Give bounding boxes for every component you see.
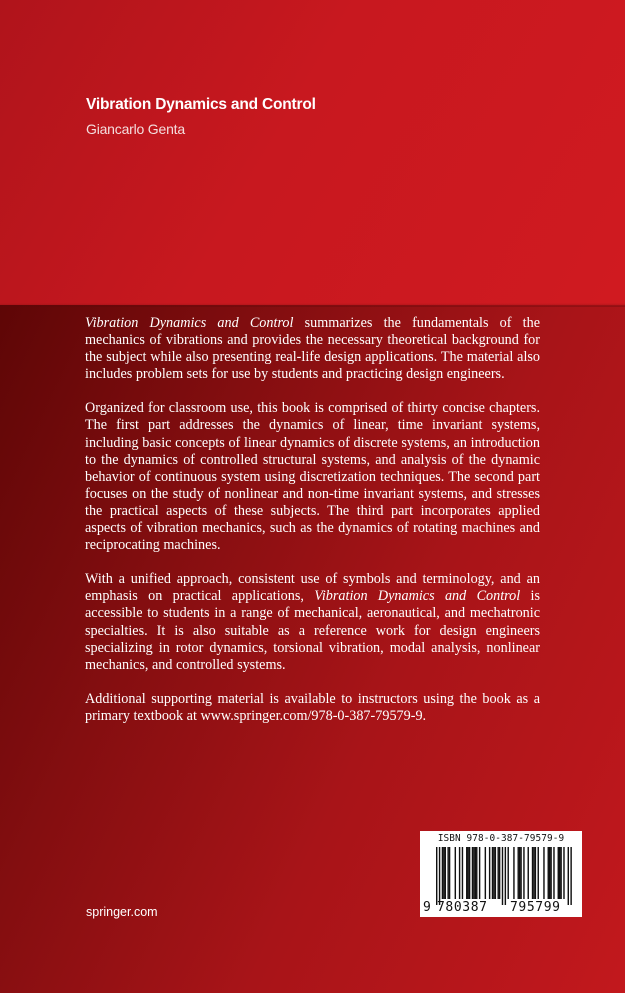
barcode-bar (550, 847, 551, 899)
barcode-bar (535, 847, 536, 899)
top-color-band (0, 0, 625, 305)
barcode-bar (455, 847, 456, 899)
barcode-bar (476, 847, 477, 899)
barcode-guard-bar (436, 847, 437, 905)
barcode-bar (513, 847, 514, 899)
band-divider (0, 303, 625, 307)
barcode-bar (520, 847, 521, 899)
description-paragraph-2: Organized for classroom use, this book is comprised of thirty concise chapters. The first part addresses the dynamics of linear, time invariant systems, including basic concepts of linear dynamics of discrete systems, an introduction to the dynamics of controlled structural systems, and analysis of the dynamic behavior of continuous system using discretization techniques. The second part focuses on the study of nonlinear and non-time invariant systems, and stresses the practical aspects of these subjects. The third part incorporates applied aspects of vibration mechanics, such as the dynamics of rotating machines and reciprocating machines. (85, 400, 540, 554)
barcode-bar (445, 847, 446, 899)
paragraph-text: summarizes the fundamentals of the mechanics of vibrations and provides the necessary theoretical background for the subject while also presenting real-life design applications. The material also includes problem sets for use by students and practicing design engineers. (85, 315, 540, 383)
paragraph-text: With a unified approach, consistent use of symbols and terminology, and an emphasis on practical applications, (85, 571, 540, 605)
barcode-bar (466, 847, 467, 899)
barcode-bar (467, 847, 468, 899)
barcode-bar (532, 847, 533, 899)
barcode-bar (518, 847, 519, 899)
barcode-bar (543, 847, 544, 899)
description-paragraph-1 (85, 315, 540, 383)
barcode-bar (442, 847, 443, 899)
barcode-lead-digit: 9 (423, 900, 431, 915)
barcode-bar (449, 847, 450, 899)
barcode-bar (472, 847, 473, 899)
barcode-bar (533, 847, 534, 899)
barcode-bar (548, 847, 549, 899)
barcode-bar (563, 847, 564, 899)
barcode-bar (443, 847, 444, 899)
barcode-bar (523, 847, 524, 899)
book-description (85, 315, 540, 742)
italic-book-title: Vibration Dynamics and Control (85, 315, 294, 331)
barcode-bar (558, 847, 559, 899)
barcode-bar (559, 847, 560, 899)
barcode-right-digits: 795799 (510, 900, 561, 915)
barcode-bar (473, 847, 474, 899)
barcode-bar (497, 847, 498, 899)
barcode-bar (475, 847, 476, 899)
barcode-bar (469, 847, 470, 899)
barcode-bar (528, 847, 529, 899)
barcode-bar (493, 847, 494, 899)
barcode-bar (499, 847, 500, 899)
description-paragraph-3 (85, 571, 540, 674)
barcode-bar (508, 847, 509, 899)
barcode-left-digits: 780387 (437, 900, 488, 915)
barcode-guard-bar (502, 847, 503, 905)
barcode-bar (447, 847, 448, 899)
book-title: Vibration Dynamics and Control (86, 96, 316, 113)
barcode-bar (459, 847, 460, 899)
author-name: Giancarlo Genta (86, 121, 185, 137)
barcode-guard-bar (570, 847, 571, 905)
publisher-url: springer.com (86, 905, 158, 919)
paragraph-text: is accessible to students in a range of mechanical, aeronautical, and mechatronic specialties. It is also suitable as a reference work for design engineers specializing in rotor dynamics, torsional vibration, modal analysis, nonlinear mechanics, and controlled systems. (85, 588, 540, 673)
barcode-bar (538, 847, 539, 899)
barcode-bar (462, 847, 463, 899)
description-paragraph-4: Additional supporting material is available to instructors using the book as a primary textbook at www.springer.com/978-0-387-79579-9. (85, 690, 540, 724)
isbn-label: ISBN 978-0-387-79579-9 (437, 833, 565, 844)
barcode-bar (553, 847, 554, 899)
barcode-guard-bar (568, 847, 569, 905)
italic-book-title: Vibration Dynamics and Control (314, 588, 521, 605)
barcode-bar (560, 847, 561, 899)
barcode-bar (492, 847, 493, 899)
barcode-bar (489, 847, 490, 899)
isbn-barcode (420, 831, 582, 917)
barcode-bar (495, 847, 496, 899)
barcode-bar (479, 847, 480, 899)
barcode-guard-bar (439, 847, 440, 905)
barcode-bar (549, 847, 550, 899)
barcode-guard-bar (505, 847, 506, 905)
barcode-bar (519, 847, 520, 899)
barcode-bar (485, 847, 486, 899)
